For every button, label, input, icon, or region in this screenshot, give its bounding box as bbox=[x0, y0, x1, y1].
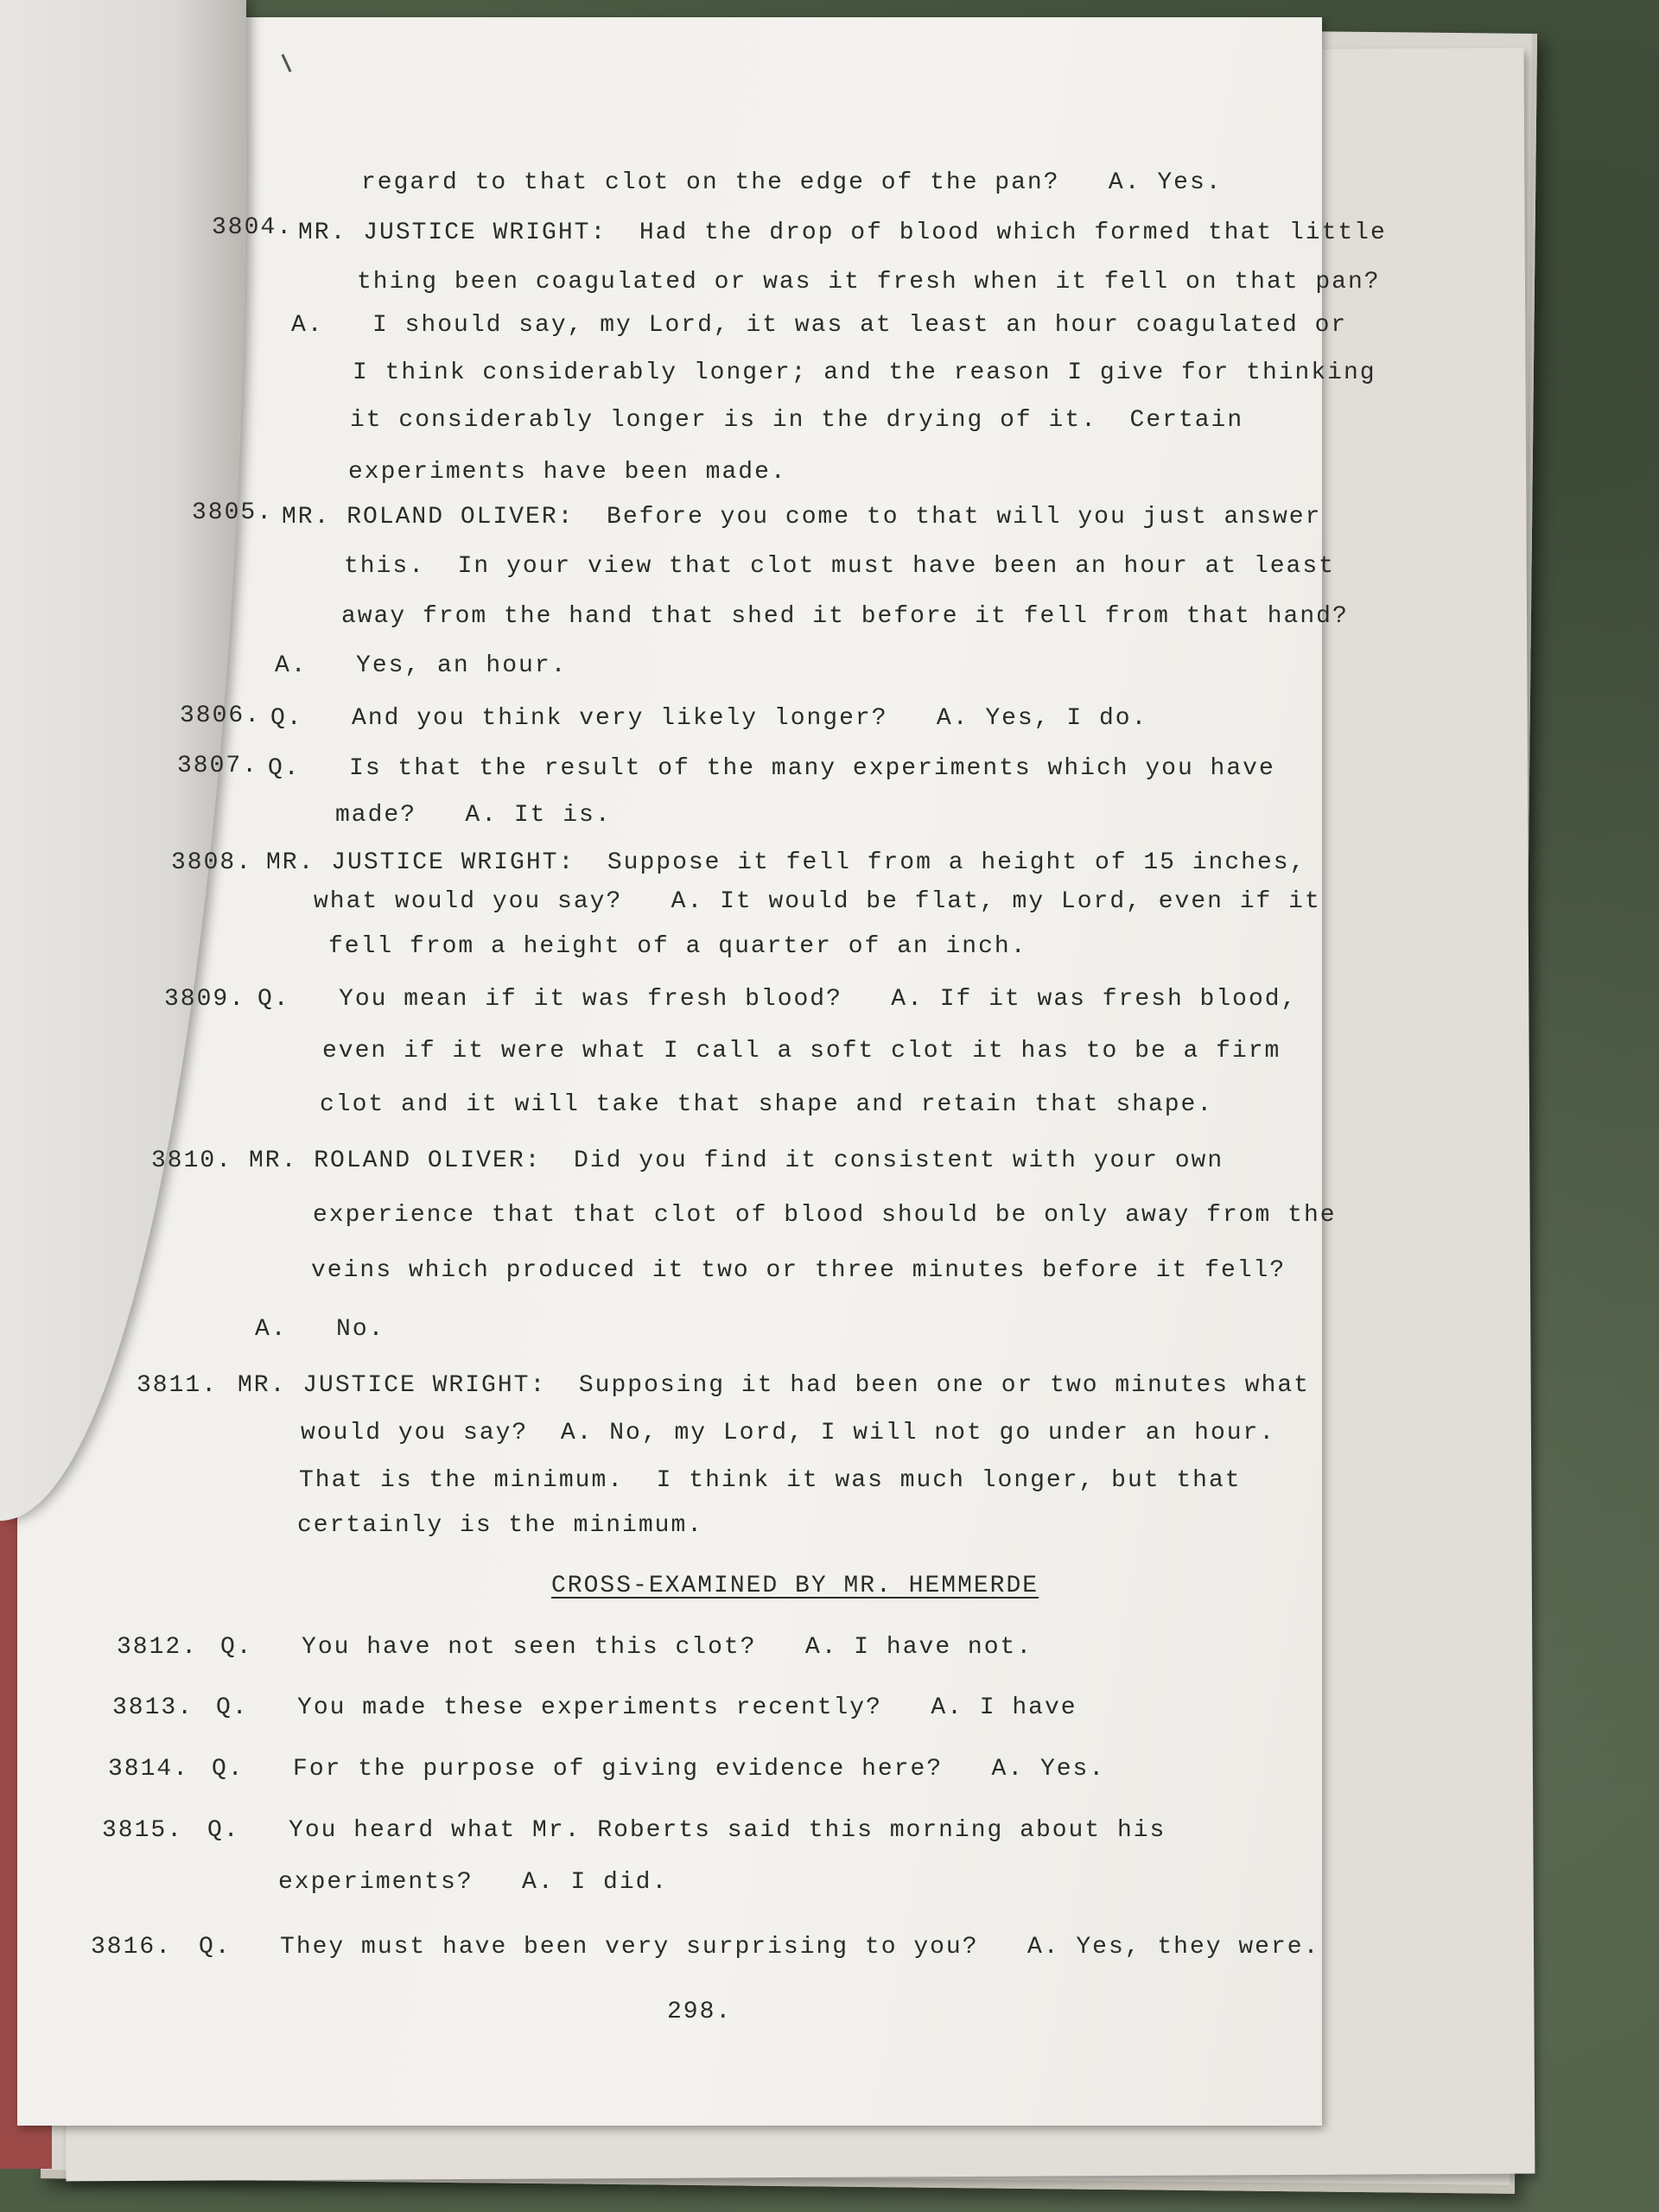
transcript-line: A. No. bbox=[255, 1316, 385, 1343]
transcript-line: regard to that clot on the edge of the pan? A. Yes. bbox=[361, 169, 1223, 196]
transcript-line: A. I should say, my Lord, it was at least an hour coagulated or bbox=[291, 312, 1348, 339]
transcript-line: this. In your view that clot must have been an hour at least bbox=[344, 553, 1335, 580]
question-number: 3804. bbox=[212, 214, 294, 241]
question-number: 3806. bbox=[180, 702, 262, 729]
transcript-line: veins which produced it two or three minutes before it fell? bbox=[311, 1257, 1287, 1284]
transcript-line: away from the hand that shed it before it fell from that hand? bbox=[341, 603, 1349, 630]
transcript-line: Q. For the purpose of giving evidence here? A. Yes. bbox=[212, 1756, 1106, 1783]
transcript-line: MR. JUSTICE WRIGHT: Had the drop of blood which formed that little bbox=[298, 219, 1387, 246]
question-number: 3815. bbox=[102, 1817, 184, 1844]
transcript-line: I think considerably longer; and the reason I give for thinking bbox=[353, 359, 1376, 386]
transcript-line: clot and it will take that shape and retain that shape. bbox=[320, 1091, 1214, 1118]
transcript-line: even if it were what I call a soft clot it has to be a firm bbox=[322, 1038, 1281, 1065]
transcript-line: certainly is the minimum. bbox=[297, 1512, 704, 1539]
transcript-line: That is the minimum. I think it was much longer, but that bbox=[299, 1467, 1242, 1494]
question-number: 3809. bbox=[164, 986, 246, 1013]
question-number: 3816. bbox=[91, 1934, 173, 1961]
transcript-line: it considerably longer is in the drying of it. Certain bbox=[350, 407, 1244, 434]
question-number: 3813. bbox=[112, 1694, 194, 1721]
transcript-line: Q. And you think very likely longer? A. Yes, I do. bbox=[270, 705, 1148, 732]
transcript-line: Q. They must have been very surprising to you? A. Yes, they were. bbox=[199, 1934, 1320, 1961]
transcript-line: experiments? A. I did. bbox=[278, 1869, 669, 1896]
transcript-line: MR. ROLAND OLIVER: Did you find it consistent with your own bbox=[249, 1147, 1224, 1174]
transcript-line: A. Yes, an hour. bbox=[275, 652, 568, 679]
question-number: 3805. bbox=[192, 499, 274, 526]
transcript-line: Q. You heard what Mr. Roberts said this morning about his bbox=[207, 1817, 1166, 1844]
question-number: 3812. bbox=[117, 1634, 199, 1661]
transcript-line: Q. Is that the result of the many experiments which you have bbox=[268, 755, 1275, 782]
transcript-line: what would you say? A. It would be flat, my Lord, even if it bbox=[314, 888, 1321, 915]
question-number: 3814. bbox=[108, 1756, 190, 1783]
transcript-line: made? A. It is. bbox=[335, 802, 612, 829]
transcript-line: Q. You made these experiments recently? A. I have bbox=[216, 1694, 1077, 1721]
transcript-line: would you say? A. No, my Lord, I will not go under an hour. bbox=[301, 1420, 1276, 1446]
transcript-line: MR. JUSTICE WRIGHT: Supposing it had been one or two minutes what bbox=[238, 1372, 1310, 1399]
question-number: 3807. bbox=[177, 753, 259, 779]
transcript-line: MR. ROLAND OLIVER: Before you come to that will you just answer bbox=[282, 504, 1322, 531]
transcript-line: experience that that clot of blood should be only away from the bbox=[313, 1202, 1337, 1229]
question-number: 3808. bbox=[171, 849, 253, 876]
transcript-line: experiments have been made. bbox=[348, 459, 787, 486]
page-number: 298. bbox=[667, 1999, 733, 2025]
section-heading: CROSS-EXAMINED BY MR. HEMMERDE bbox=[551, 1573, 1039, 1599]
transcript-line: MR. JUSTICE WRIGHT: Suppose it fell from a height of 15 inches, bbox=[266, 849, 1306, 876]
transcript-line: thing been coagulated or was it fresh when it fell on that pan? bbox=[357, 269, 1381, 296]
transcript-line: Q. You have not seen this clot? A. I have not. bbox=[220, 1634, 1033, 1661]
question-number: 3810. bbox=[151, 1147, 233, 1174]
question-number: 3811. bbox=[137, 1372, 219, 1399]
transcript-line: Q. You mean if it was fresh blood? A. If it was fresh blood, bbox=[257, 986, 1298, 1013]
transcript-line: fell from a height of a quarter of an inch. bbox=[328, 933, 1027, 960]
